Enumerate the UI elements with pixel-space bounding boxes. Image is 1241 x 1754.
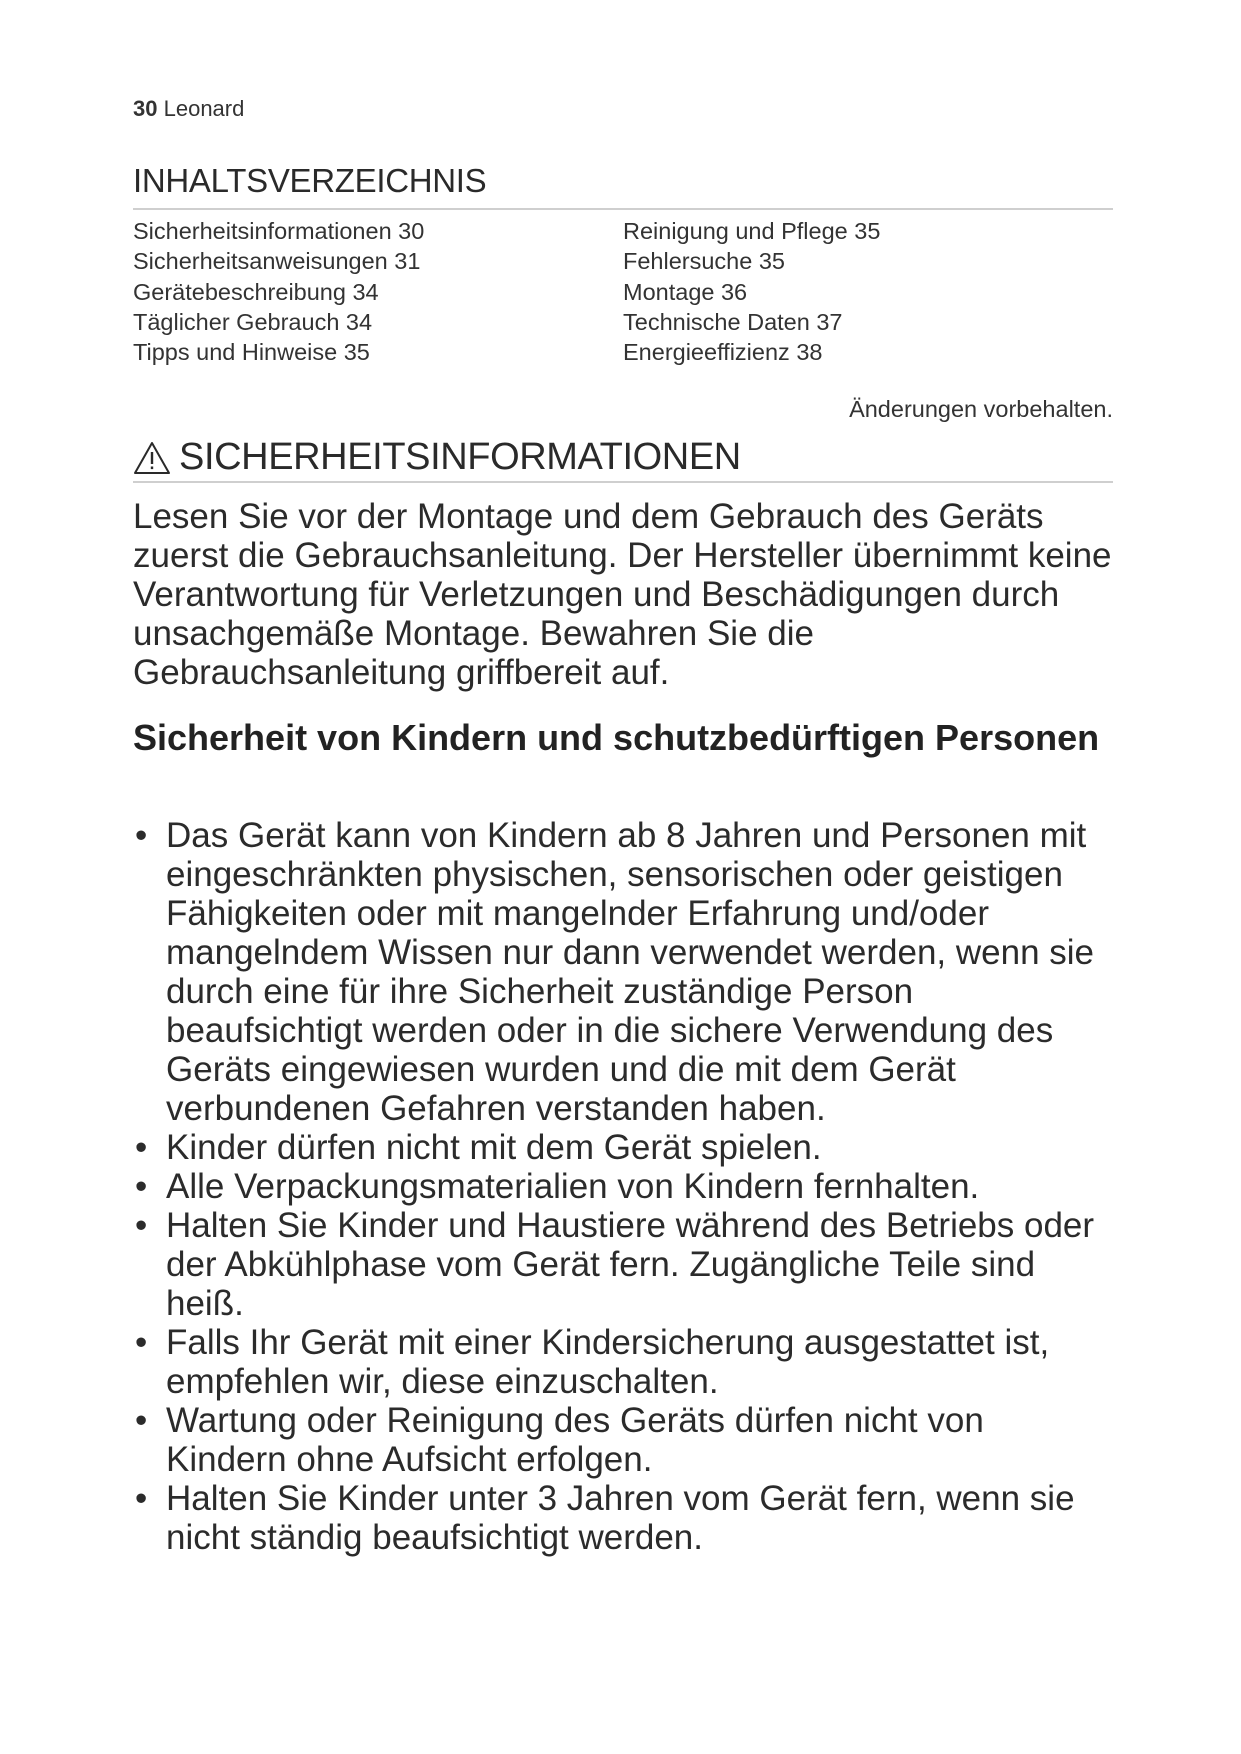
toc-entry: Energieeffizienz 38	[623, 339, 823, 366]
safety-bullet-list	[133, 816, 1113, 1557]
toc-column-left	[133, 216, 623, 367]
list-item: • Wartung oder Reinigung des Geräts dürfen nicht von Kindern ohne Aufsicht erfolgen.	[135, 1401, 984, 1479]
list-item: • Halten Sie Kinder unter 3 Jahren vom Gerät fern, wenn sie nicht ständig beaufsichtigt werden.	[135, 1479, 1075, 1557]
table-of-contents	[133, 216, 1113, 367]
toc-entry: Reinigung und Pflege 35	[623, 218, 881, 244]
page-header	[133, 96, 244, 122]
safety-divider	[133, 481, 1113, 483]
toc-entry: Montage 36	[623, 278, 748, 305]
list-item: • Kinder dürfen nicht mit dem Gerät spielen.	[135, 1128, 822, 1167]
safety-intro-paragraph: Lesen Sie vor der Montage und dem Gebrauch des Geräts zuerst die Gebrauchsanleitung. Der Hersteller übernimmt keine Verantwortung für Verletzungen und Beschädigungen durch unsachgemäße Montage. Bewahren Sie die Gebrauchsanleitung griffbereit auf.	[133, 497, 1112, 692]
bullet-icon: •	[135, 1323, 148, 1362]
warning-triangle-icon	[133, 441, 171, 475]
toc-entry: Sicherheitsanweisungen 31	[133, 248, 421, 275]
page-number: 30	[133, 96, 158, 121]
list-item: • Das Gerät kann von Kindern ab 8 Jahren und Personen mit eingeschränkten physischen, sensorischen oder geistigen Fähigkeiten oder mit mangelnder Erfahrung und/oder mangelndem Wissen nur dann verwendet werden, wenn sie durch eine für ihre Sicherheit zuständige Person beaufsichtigt werden oder in die sichere Verwendung des Geräts eingewiesen wurden und die mit dem Gerät verbundenen Gefahren verstanden haben.	[135, 816, 1095, 1128]
toc-title: INHALTSVERZEICHNIS	[133, 162, 487, 199]
list-item: • Alle Verpackungsmaterialien von Kindern fernhalten.	[135, 1167, 980, 1206]
bullet-icon: •	[135, 1167, 148, 1206]
toc-column-right	[623, 216, 1113, 367]
toc-entry: Sicherheitsinformationen 30	[133, 218, 425, 244]
toc-entry: Technische Daten 37	[623, 308, 843, 335]
bullet-icon: •	[135, 1206, 148, 1245]
safety-section-title	[133, 436, 741, 479]
bullet-icon: •	[135, 1128, 148, 1167]
safety-title-text: SICHERHEITSINFORMATIONEN	[179, 436, 741, 478]
toc-entry: Täglicher Gebrauch 34	[133, 308, 373, 335]
bullet-icon: •	[135, 816, 148, 855]
list-item: • Halten Sie Kinder und Haustiere während des Betriebs oder der Abkühlphase vom Gerät fern. Zugängliche Teile sind heiß.	[135, 1206, 1095, 1323]
children-safety-heading: Sicherheit von Kindern und schutzbedürftigen Personen	[133, 717, 1100, 758]
toc-entry: Gerätebeschreibung 34	[133, 278, 379, 305]
toc-entry: Fehlersuche 35	[623, 248, 785, 275]
brand-name: Leonard	[163, 96, 245, 121]
list-item: • Falls Ihr Gerät mit einer Kindersicherung ausgestattet ist, empfehlen wir, diese einzuschalten.	[135, 1323, 1050, 1401]
changes-notice: Änderungen vorbehalten.	[849, 396, 1113, 422]
toc-entry: Tipps und Hinweise 35	[133, 339, 370, 366]
toc-divider	[133, 208, 1113, 210]
bullet-icon: •	[135, 1401, 148, 1440]
bullet-icon: •	[135, 1479, 148, 1518]
